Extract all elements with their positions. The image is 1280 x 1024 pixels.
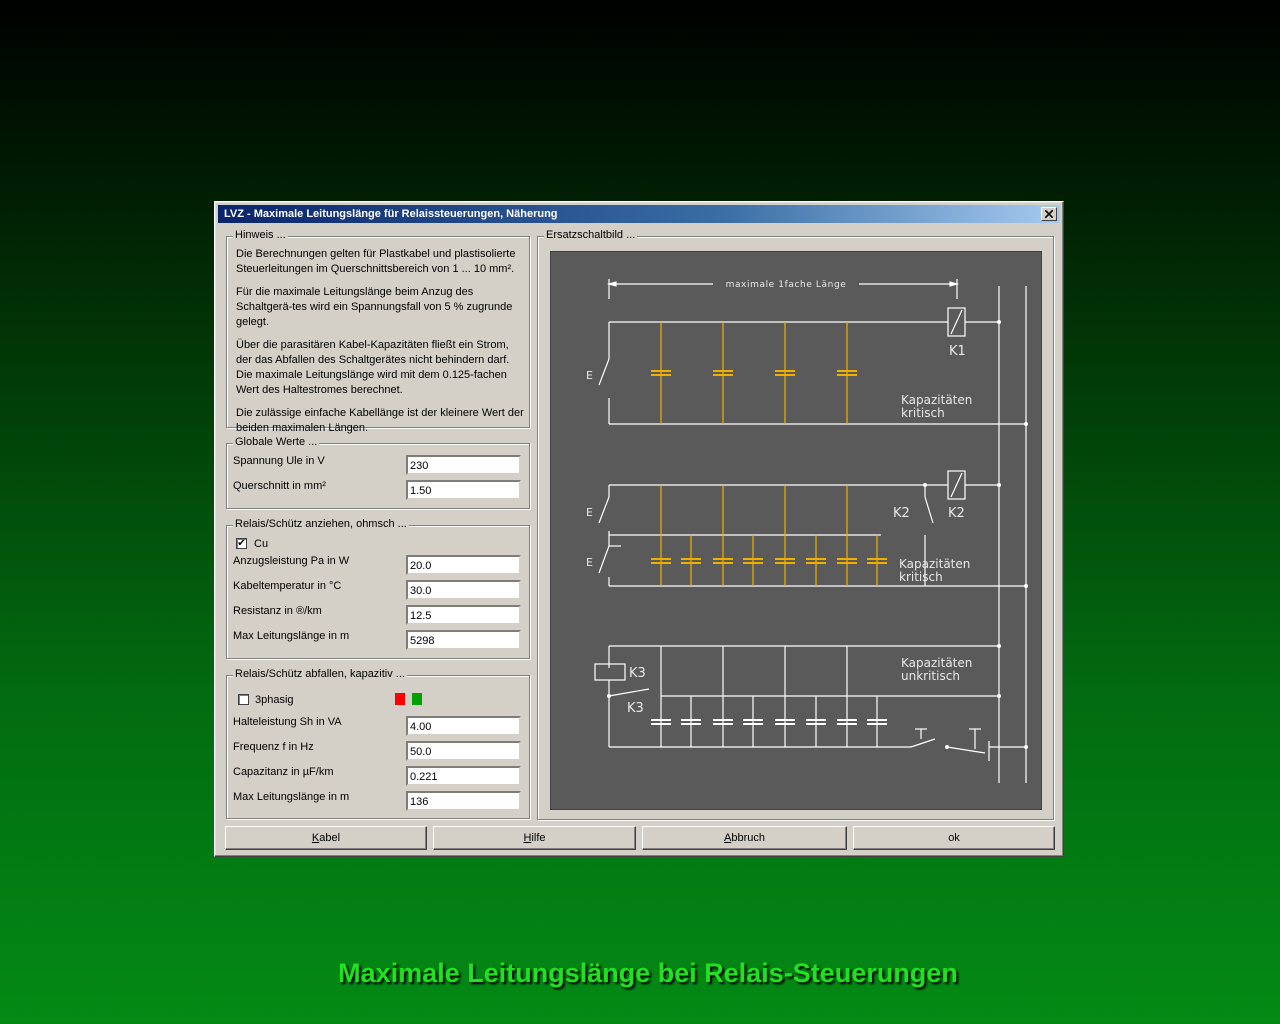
crit2-line2: kritisch — [899, 570, 943, 584]
globale-werte-title: Globale Werte ... — [235, 436, 318, 448]
max-length-pull-output[interactable]: 5298 — [406, 630, 521, 650]
crit1-line1: Kapazitäten — [901, 393, 973, 407]
cu-label: Cu — [254, 538, 269, 550]
uncrit-line1: Kapazitäten — [901, 656, 973, 670]
checkmark-icon: ✔ — [237, 537, 246, 549]
crit1-line2: kritisch — [901, 406, 945, 420]
hinweis-text-4: Die zulässige einfache Kabellänge ist der kleinere Wert der beiden maximalen Längen. — [236, 407, 524, 434]
halte-input[interactable]: 4.00 — [406, 716, 521, 736]
resistanz-label: Resistanz in ®/km — [233, 605, 322, 617]
abbruch-button-label: Abbruch — [724, 832, 765, 844]
ok-button[interactable] — [853, 826, 1055, 850]
hilfe-button[interactable] — [433, 826, 636, 850]
hinweis-title: Hinweis ... — [235, 229, 286, 241]
3phasig-label: 3phasig — [255, 694, 294, 706]
close-button[interactable] — [1041, 207, 1057, 221]
3phasig-checkbox[interactable] — [238, 694, 249, 705]
status-indicator-green — [412, 693, 422, 705]
kabel-button-label: Kabel — [311, 832, 341, 844]
anzug-input[interactable]: 20.0 — [406, 555, 521, 575]
crit2-line1: Kapazitäten — [899, 557, 971, 571]
circuit-diagram — [550, 251, 1042, 810]
temp-input[interactable]: 30.0 — [406, 580, 521, 600]
circuit-svg — [551, 252, 1041, 809]
kabel-button[interactable] — [225, 826, 427, 850]
abbruch-button[interactable] — [642, 826, 847, 850]
spannung-input[interactable]: 230 — [406, 455, 521, 475]
freq-input[interactable]: 50.0 — [406, 741, 521, 761]
ok-button-label: ok — [948, 832, 960, 844]
abfallen-title: Relais/Schütz abfallen, kapazitiv ... — [235, 668, 405, 680]
title-bar[interactable] — [218, 205, 1060, 223]
uncrit-line2: unkritisch — [901, 669, 960, 683]
max-length-drop-output[interactable]: 136 — [406, 791, 521, 811]
ersatzschaltbild-title: Ersatzschaltbild ... — [546, 229, 636, 241]
footer-caption: Maximale Leitungslänge bei Relais-Steuerungen — [338, 958, 958, 988]
status-indicator-red — [395, 693, 405, 705]
temp-label: Kabeltemperatur in °C — [233, 580, 342, 592]
cu-checkbox[interactable] — [236, 538, 247, 549]
querschnitt-label: Querschnitt in mm² — [233, 480, 326, 492]
hinweis-text-3: Über die parasitären Kabel-Kapazitäten fließt ein Strom, der das Abfallen des Schaltgerätes nicht behindern darf. Die maximale Leitungslänge wird mit dem 0.125-fachen Wert des Haltestromes berechnet. — [236, 339, 510, 396]
length-label: maximale 1fache Länge — [725, 280, 847, 290]
querschnitt-input[interactable]: 1.50 — [406, 480, 521, 500]
capacitors-uncritical — [651, 720, 887, 724]
k3-label: K3 — [629, 666, 646, 681]
anziehen-group — [226, 518, 530, 659]
hilfe-button-label: Hilfe — [523, 832, 546, 844]
cap-label: Capazitanz in µF/km — [233, 766, 334, 778]
anziehen-title: Relais/Schütz anziehen, ohmsch ... — [235, 518, 407, 530]
freq-label: Frequenz f in Hz — [233, 741, 314, 753]
e3-label: E — [586, 556, 593, 569]
resistanz-input[interactable]: 12.5 — [406, 605, 521, 625]
anzug-label: Anzugsleistung Pa in W — [233, 555, 350, 567]
hinweis-group — [226, 229, 530, 434]
e2-label: E — [586, 506, 593, 519]
capacitor-plates — [651, 371, 887, 563]
capacitors-critical — [661, 322, 877, 586]
spannung-label: Spannung Ule in V — [233, 455, 325, 467]
halte-label: Halteleistung Sh in VA — [233, 716, 342, 728]
globale-werte-group — [226, 436, 530, 509]
k3-contact-label: K3 — [627, 701, 644, 716]
hinweis-text-2: Für die maximale Leitungslänge beim Anzug des Schaltgerä-tes wird ein Spannungsfall von 5 % zugrunde gelegt. — [236, 286, 513, 328]
window-title: LVZ - Maximale Leitungslänge für Relaissteuerungen, Näherung — [224, 208, 558, 220]
hinweis-text-1: Die Berechnungen gelten für Plastkabel und plastisolierte Steuerleitungen im Querschnittsbereich von 1 ... 10 mm². — [236, 248, 516, 275]
max-length-drop-label: Max Leitungslänge in m — [233, 791, 350, 803]
k2-contact-label: K2 — [893, 506, 910, 521]
cap-input[interactable]: 0.221 — [406, 766, 521, 786]
k2-label: K2 — [948, 506, 965, 521]
max-length-pull-label: Max Leitungslänge in m — [233, 630, 350, 642]
e1-label: E — [586, 369, 593, 382]
abfallen-group — [226, 668, 530, 819]
close-icon — [1045, 210, 1053, 218]
k1-label: K1 — [949, 344, 966, 359]
